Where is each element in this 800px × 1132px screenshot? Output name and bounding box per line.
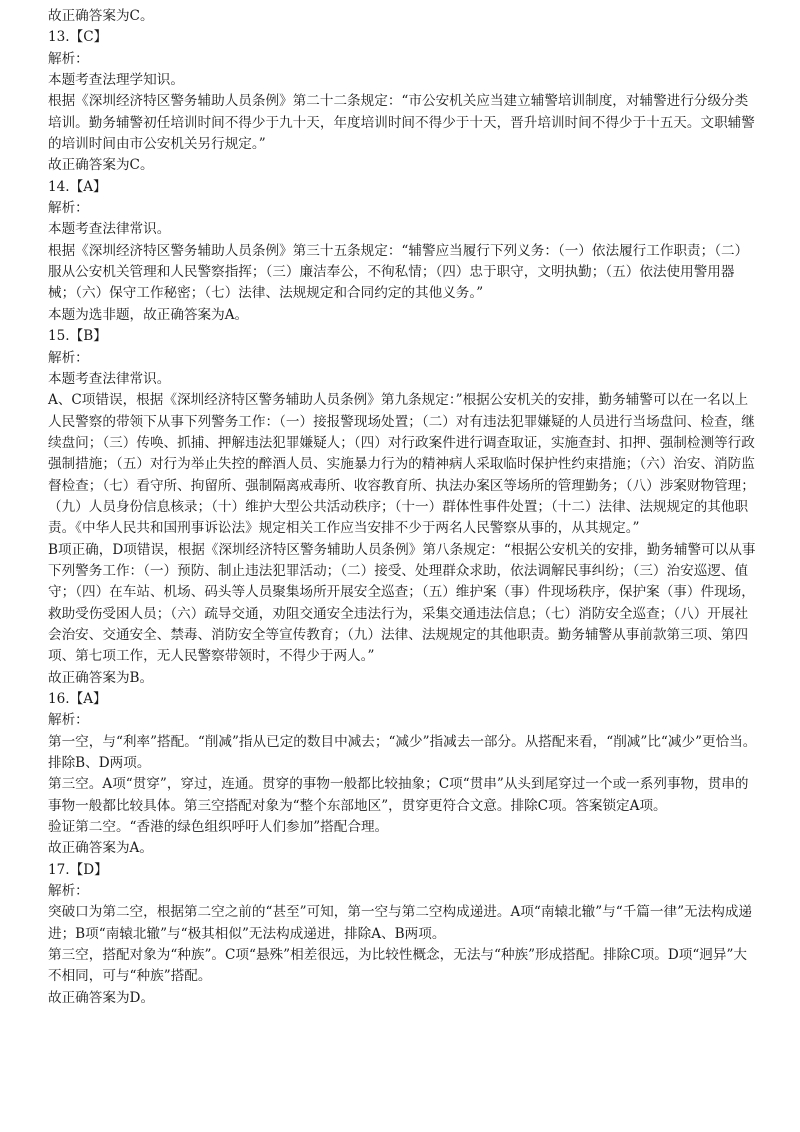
document-page: [48, 6, 760, 1009]
explanation-paragraph: B项正确，D项错误，根据《深圳经济特区警务辅助人员条例》第八条规定：“根据公安机关的安排，勤务辅警可以从事下列警务工作：（一）预防、制止违法犯罪活动；（二）接受、处理群众求助，依法调解民事纠纷；（三）治安巡逻、值守；（四）在车站、机场、码头等人员聚集场所开展安全巡查；（五）维护案（事）件现场秩序，保护案（事）件现场，救助受伤受困人员；（六）疏导交通，劝阻交通安全违法行为，采集交通违法信息；（七）消防安全巡查；（八）开展社会治安、交通安全、禁毒、消防安全等宣传教育；（九）法律、法规规定的其他职责。勤务辅警从事前款第三项、第四项、第七项工作，无人民警察带领时，不得少于两人。”: [48, 541, 756, 665]
topic-line: 本题考查法律常识。: [48, 221, 171, 238]
answer-conclusion: 故正确答案为B。: [48, 669, 154, 686]
analysis-label: 解析：: [48, 200, 89, 217]
explanation-paragraph: 第一空，与“利率”搭配。“削减”指从已定的数目中减去；“减少”指减去一部分。从搭配来看，“削减”比“减少”更恰当。排除B、D两项。: [48, 733, 757, 772]
explanation-paragraph: 验证第二空。“香港的绿色组织呼吁人们参加”搭配合理。: [48, 819, 389, 836]
explanation-paragraph: 根据《深圳经济特区警务辅助人员条例》第三十五条规定：“辅警应当履行下列义务：（一）依法履行工作职责；（二）服从公安机关管理和人民警察指挥；（三）廉洁奉公，不徇私情；（四）忠于职守，文明执勤；（五）依法使用警用器械；（六）保守工作秘密；（七）法律、法规规定和合同约定的其他义务。”: [48, 242, 749, 302]
question-14-heading: 14.【A】: [48, 178, 107, 195]
answer-conclusion: 故正确答案为A。: [48, 840, 153, 857]
topic-line: 本题考查法理学知识。: [48, 72, 184, 89]
explanation-paragraph: 根据《深圳经济特区警务辅助人员条例》第二十二条规定：“市公安机关应当建立辅警培训制度，对辅警进行分级分类培训。勤务辅警初任培训时间不得少于九十天，年度培训时间不得少于十天，晋升培训时间不得少于十五天。文职辅警的培训时间由市公安机关另行规定。”: [48, 93, 755, 153]
topic-line: 本题考查法律常识。: [48, 370, 171, 387]
explanation-paragraph: 突破口为第二空，根据第二空之前的“甚至”可知，第一空与第二空构成递进。A项“南辕北辙”与“千篇一律”无法构成递进；B项“南辕北辙”与“极其相似”无法构成递进，排除A、B两项。: [48, 904, 753, 942]
answer-conclusion: 故正确答案为C。: [48, 8, 154, 24]
analysis-label: 解析：: [48, 349, 89, 366]
explanation-paragraph: 第三空，搭配对象为“种族”。C项“悬殊”相差很远，为比较性概念，无法与“种族”形成搭配。排除C项。D项“迥异”大不相同，可与“种族”搭配。: [48, 947, 748, 985]
explanation-paragraph: A、C项错误，根据《深圳经济特区警务辅助人员条例》第九条规定：”根据公安机关的安排，勤务辅警可以在一名以上人民警察的带领下从事下列警务工作：（一）接报警现场处置；（二）对有违法犯罪嫌疑的人员进行当场盘问、检查，继续盘问；（三）传唤、抓捕、押解违法犯罪嫌疑人；（四）对行政案件进行调查取证，实施查封、扣押、强制检测等行政强制措施；（五）对行为举止失控的醉酒人员、实施暴力行为的精神病人采取临时保护性约束措施；（六）治安、消防监督检查；（七）看守所、拘留所、强制隔离戒毒所、收容教育所、执法办案区等场所的管理勤务；（八）涉案财物管理；（九）人员身份信息核录；（十）维护大型公共活动秩序；（十一）群体性事件处置；（十二）法律、法规规定的其他职责。《中华人民共和国刑事诉讼法》规定相关工作应当安排不少于两名人民警察从事的，从其规定。”: [48, 392, 755, 537]
analysis-label: 解析：: [48, 712, 89, 729]
answer-conclusion: 故正确答案为C。: [48, 157, 154, 174]
question-15-heading: 15.【B】: [48, 328, 107, 345]
answer-conclusion: 本题为选非题，故正确答案为A。: [48, 306, 249, 323]
question-17-heading: 17.【D】: [48, 861, 108, 878]
question-16-heading: 16.【A】: [48, 691, 107, 707]
question-13-heading: 13.【C】: [48, 29, 108, 46]
explanation-paragraph: 第三空。A项“贯穿”，穿过，连通。贯穿的事物一般都比较抽象；C项“贯串”从头到尾穿过一个或一系列事物，贯串的事物一般都比较具体。第三空搭配对象为“整个东部地区”，贯穿更符合文意。排除C项。答案锁定A项。: [48, 776, 749, 814]
analysis-label: 解析：: [48, 50, 89, 67]
answer-conclusion: 故正确答案为D。: [48, 989, 155, 1006]
analysis-label: 解析：: [48, 883, 89, 900]
